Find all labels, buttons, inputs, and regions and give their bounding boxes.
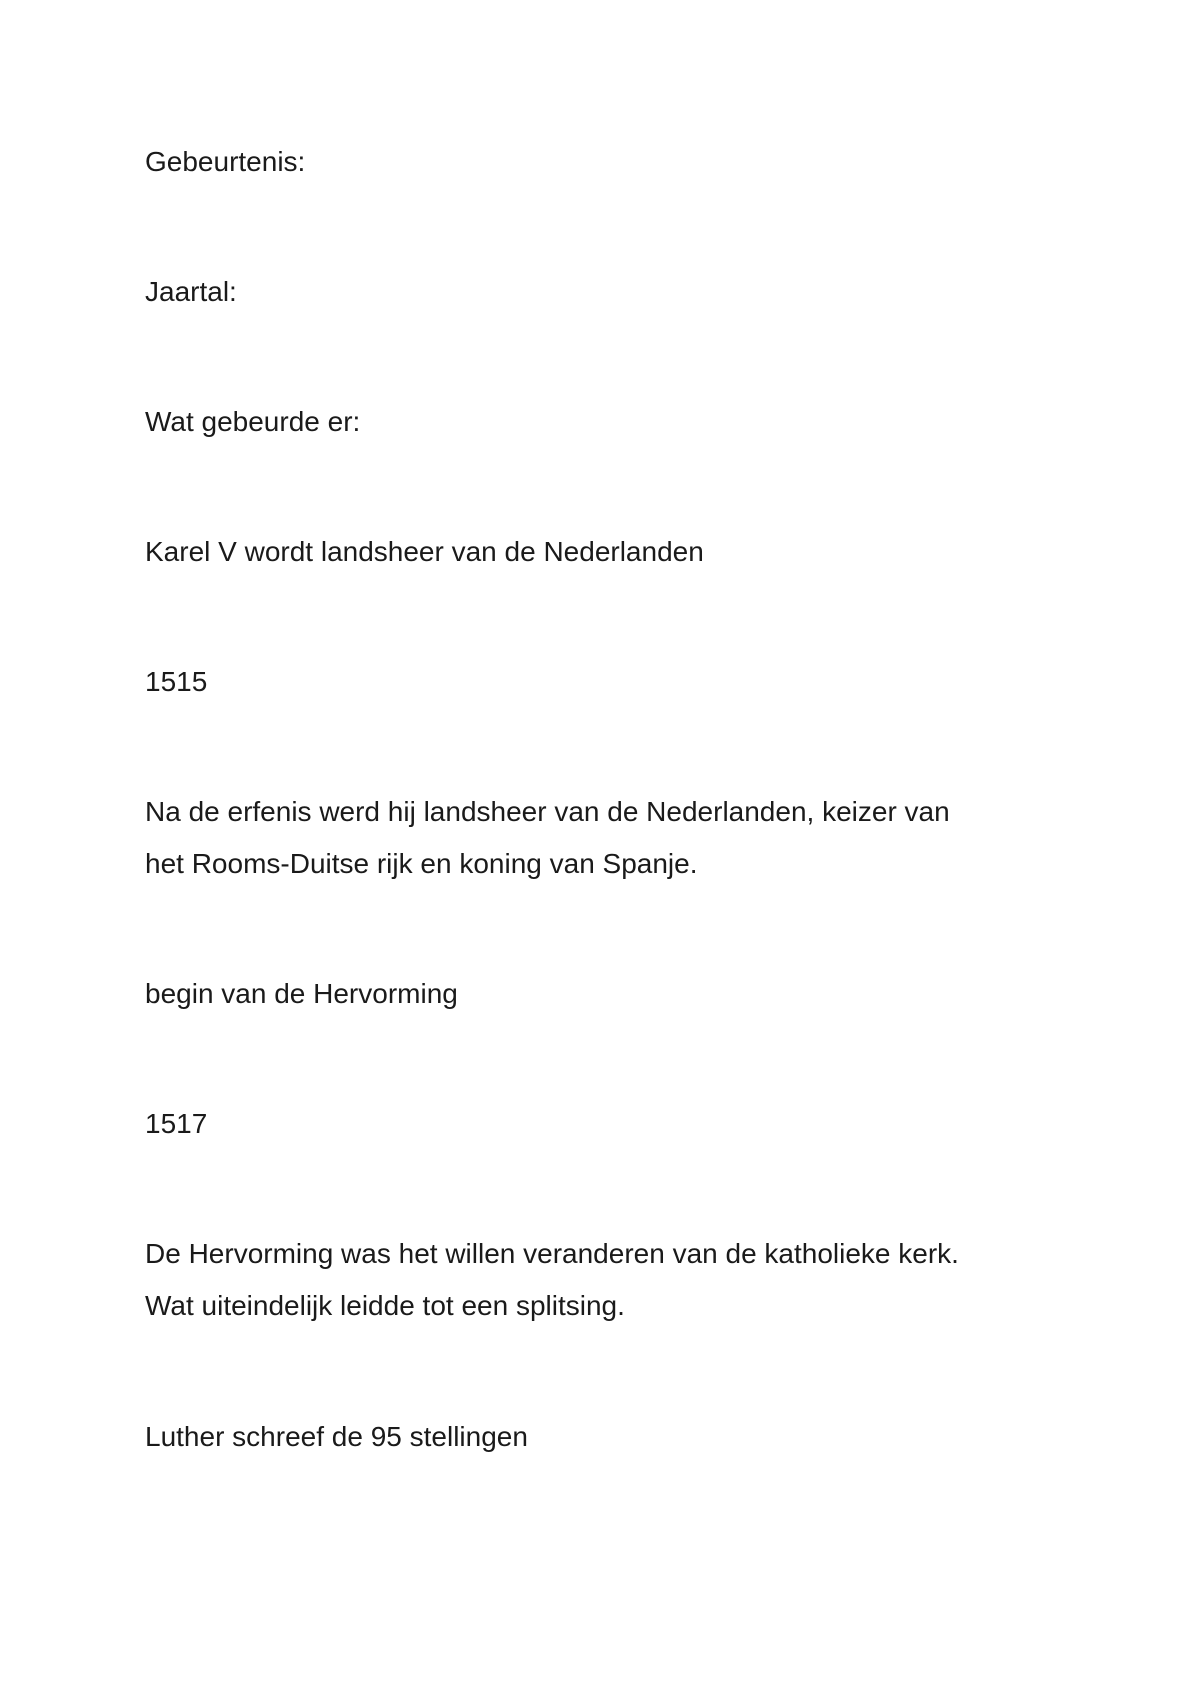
entry-1-description <box>145 786 950 890</box>
entry-3-event: Luther schreef de 95 stellingen <box>145 1421 528 1452</box>
entry-1-year: 1515 <box>145 666 208 697</box>
entry-2-year: 1517 <box>145 1108 208 1139</box>
entry-2-description <box>145 1228 959 1332</box>
entry-1-description-line: Na de erfenis werd hij landsheer van de Nederlanden, keizer van <box>145 796 950 827</box>
entry-2-description-line: Wat uiteindelijk leidde tot een splitsing. <box>145 1290 625 1321</box>
entry-1-event: Karel V wordt landsheer van de Nederlanden <box>145 536 704 567</box>
label-event: Gebeurtenis: <box>145 146 306 177</box>
entry-2-event: begin van de Hervorming <box>145 978 458 1009</box>
entry-2-description-line: De Hervorming was het willen veranderen van de katholieke kerk. <box>145 1238 959 1269</box>
label-year: Jaartal: <box>145 276 237 307</box>
entry-1-description-line: het Rooms-Duitse rijk en koning van Spanje. <box>145 848 698 879</box>
label-what-happened: Wat gebeurde er: <box>145 406 361 437</box>
